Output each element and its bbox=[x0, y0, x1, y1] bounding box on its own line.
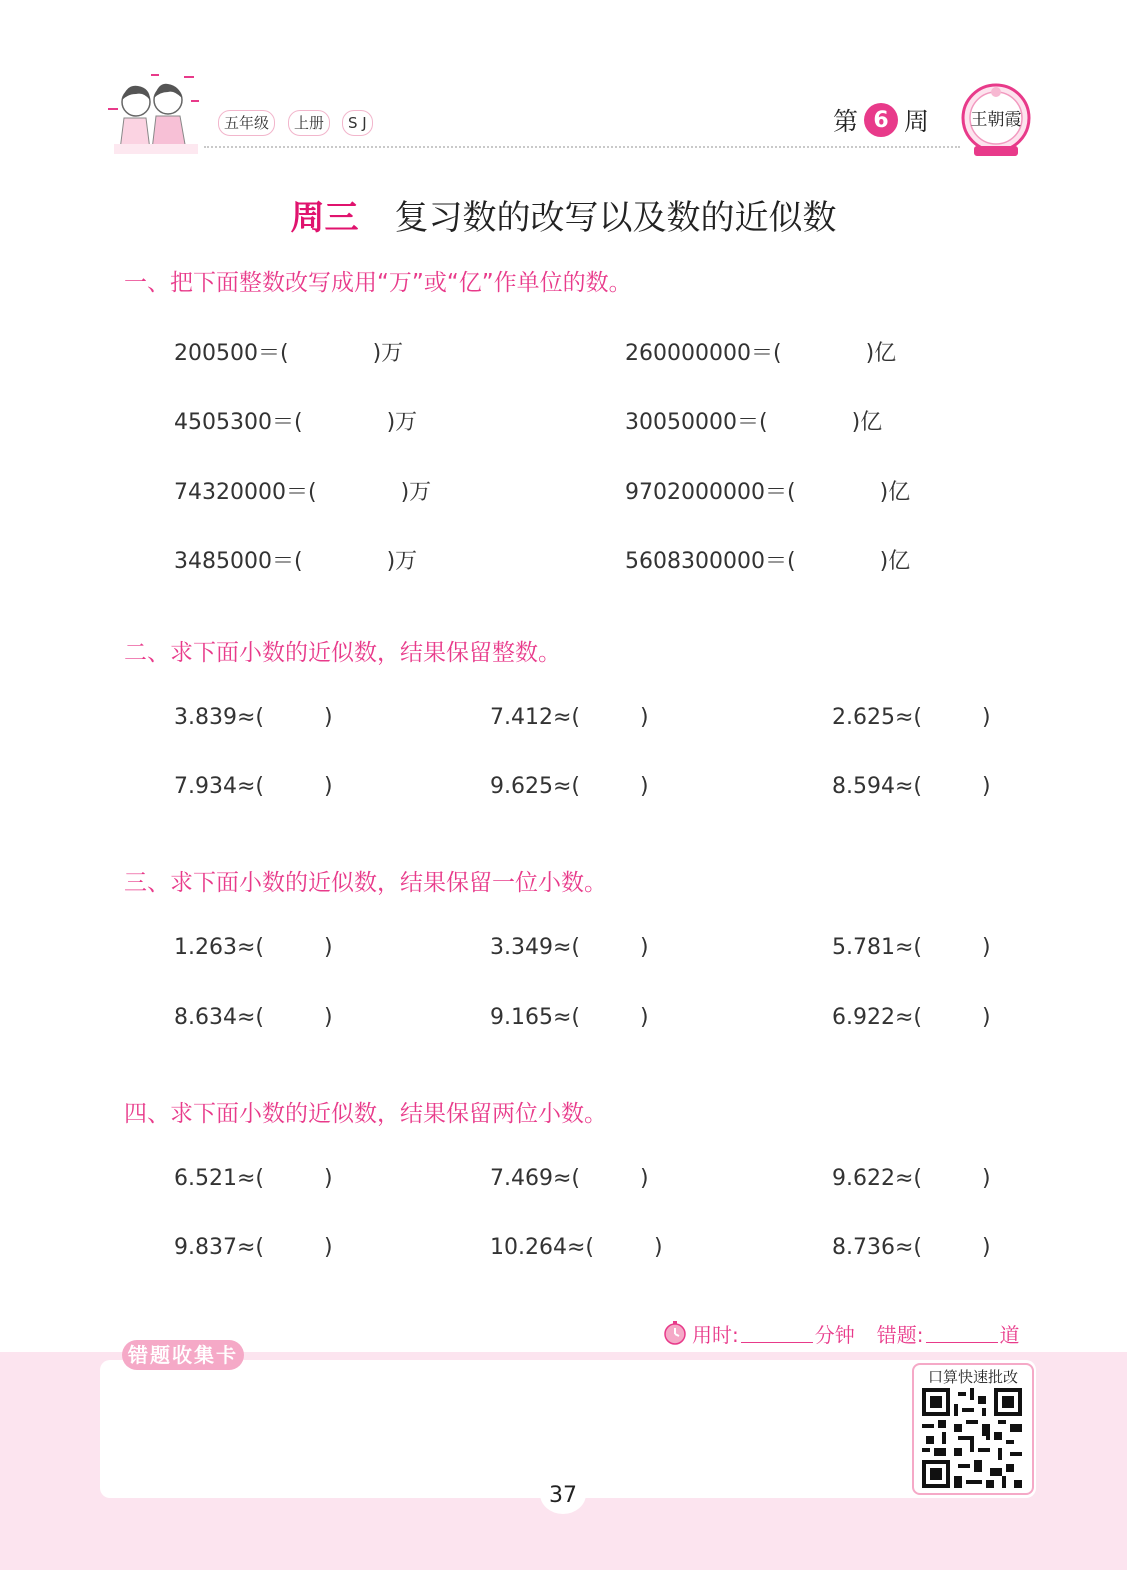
problem-3-6: 6.922≈( ) bbox=[832, 1005, 991, 1030]
page-number: 37 bbox=[540, 1474, 586, 1514]
problem-3-1: 1.263≈( ) bbox=[174, 935, 333, 960]
problem-3-2: 3.349≈( ) bbox=[490, 935, 649, 960]
week-suffix: 周 bbox=[904, 107, 930, 136]
time-blank[interactable] bbox=[741, 1324, 813, 1343]
edition-chip: S J bbox=[342, 110, 373, 136]
time-label: 用时: bbox=[692, 1322, 739, 1347]
minutes-unit: 分钟 bbox=[814, 1322, 855, 1347]
volume-chip: 上册 bbox=[288, 110, 330, 136]
problem-4-3: 9.622≈( ) bbox=[832, 1166, 991, 1191]
week-prefix: 第 bbox=[833, 107, 859, 136]
error-card-title: 错题收集卡 bbox=[122, 1340, 244, 1370]
problem-2-6: 8.594≈( ) bbox=[832, 774, 991, 799]
grade-chip: 五年级 bbox=[218, 110, 275, 136]
problem-4-4: 9.837≈( ) bbox=[174, 1235, 333, 1260]
brand-name: 王朝霞 bbox=[970, 110, 1022, 130]
problem-4-1: 6.521≈( ) bbox=[174, 1166, 333, 1191]
section-1-heading: 一、把下面整数改写成用“万”或“亿”作单位的数。 bbox=[124, 270, 632, 296]
problem-1-5: 74320000＝( )万 bbox=[174, 480, 432, 505]
errors-blank[interactable] bbox=[926, 1324, 998, 1343]
problem-2-1: 3.839≈( ) bbox=[174, 705, 333, 730]
qr-code-icon[interactable] bbox=[922, 1388, 1022, 1488]
problem-4-5: 10.264≈( ) bbox=[490, 1235, 663, 1260]
problem-2-4: 7.934≈( ) bbox=[174, 774, 333, 799]
errors-unit: 道 bbox=[999, 1322, 1020, 1347]
page-title bbox=[0, 190, 1127, 239]
problem-1-4: 30050000＝( )亿 bbox=[625, 410, 883, 435]
problem-4-6: 8.736≈( ) bbox=[832, 1235, 991, 1260]
problem-3-4: 8.634≈( ) bbox=[174, 1005, 333, 1030]
title-text: 复习数的改写以及数的近似数 bbox=[394, 198, 837, 238]
problem-2-2: 7.412≈( ) bbox=[490, 705, 649, 730]
problem-2-5: 9.625≈( ) bbox=[490, 774, 649, 799]
problem-1-6: 9702000000＝( )亿 bbox=[625, 480, 911, 505]
section-3-heading: 三、求下面小数的近似数，结果保留一位小数。 bbox=[124, 870, 607, 896]
kids-illustration-icon bbox=[106, 70, 206, 158]
problem-3-3: 5.781≈( ) bbox=[832, 935, 991, 960]
errors-label: 错题: bbox=[876, 1322, 924, 1347]
problem-1-2: 260000000＝( )亿 bbox=[625, 341, 897, 366]
week-indicator bbox=[833, 100, 929, 140]
header-divider bbox=[204, 146, 960, 148]
section-4-heading: 四、求下面小数的近似数，结果保留两位小数。 bbox=[124, 1101, 607, 1127]
qr-label: 口算快速批改 bbox=[927, 1368, 1018, 1386]
problem-4-2: 7.469≈( ) bbox=[490, 1166, 649, 1191]
problem-1-8: 5608300000＝( )亿 bbox=[625, 549, 911, 574]
stopwatch-icon bbox=[662, 1320, 688, 1346]
section-2-heading: 二、求下面小数的近似数，结果保留整数。 bbox=[124, 640, 561, 666]
problem-1-1: 200500＝( )万 bbox=[174, 341, 404, 366]
problem-3-5: 9.165≈( ) bbox=[490, 1005, 649, 1030]
problem-2-3: 2.625≈( ) bbox=[832, 705, 991, 730]
title-day: 周三 bbox=[290, 198, 359, 238]
week-number: 6 bbox=[864, 103, 898, 137]
problem-1-7: 3485000＝( )万 bbox=[174, 549, 418, 574]
timing-row bbox=[662, 1318, 1020, 1348]
problem-1-3: 4505300＝( )万 bbox=[174, 410, 418, 435]
